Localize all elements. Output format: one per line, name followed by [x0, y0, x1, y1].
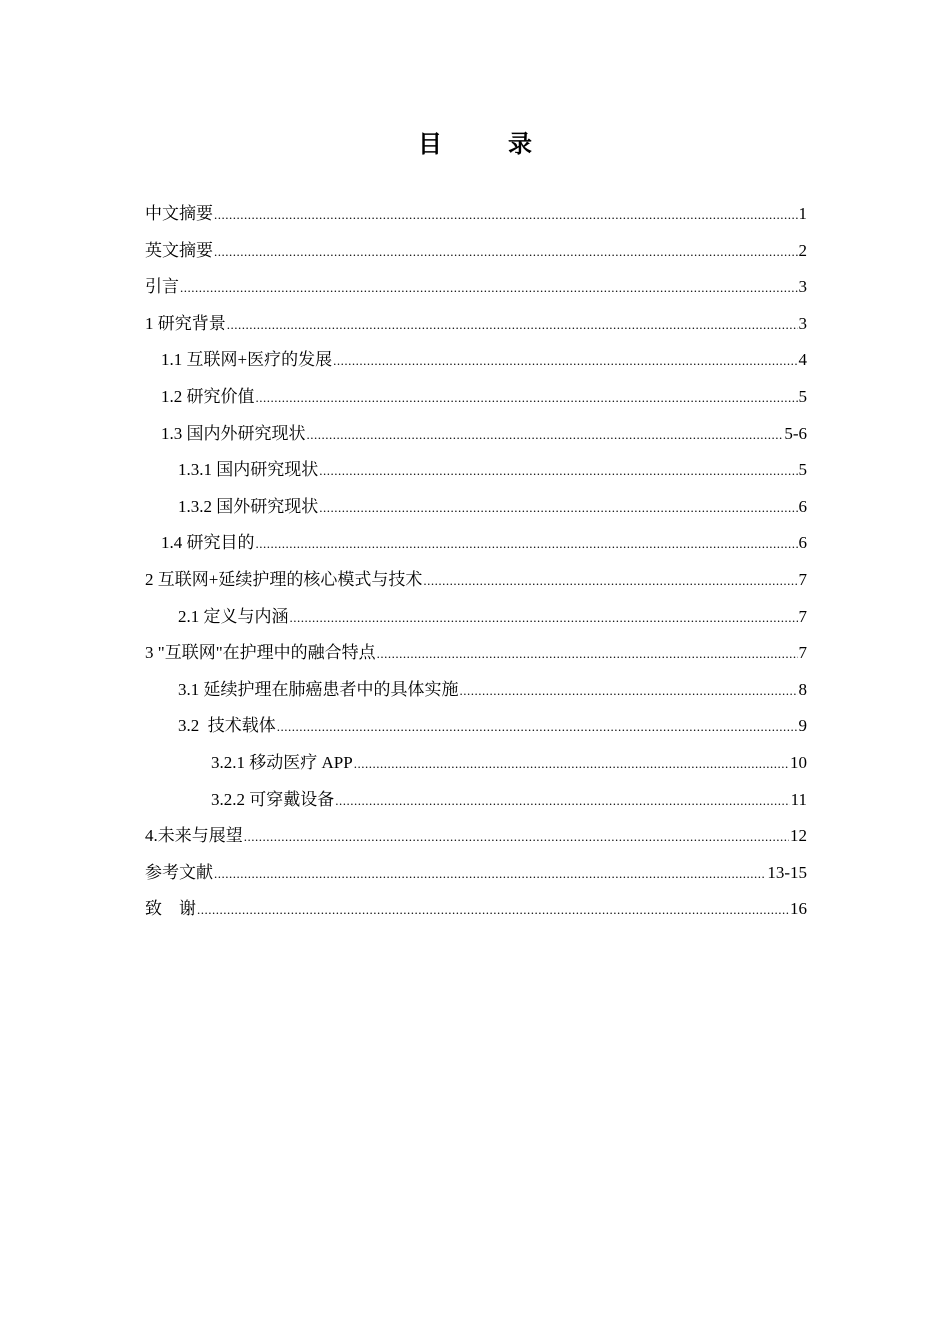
toc-entry-label: 3.2.1 移动医疗 APP — [211, 752, 353, 772]
toc-entry-page: 5 — [798, 386, 807, 406]
toc-entry[interactable] — [145, 602, 807, 639]
toc-entry-label: 3.1 延续护理在肺癌患者中的具体实施 — [178, 679, 459, 699]
toc-leader-dots — [354, 756, 789, 772]
toc-entry[interactable] — [145, 711, 807, 748]
toc-entry-page: 6 — [798, 496, 807, 516]
toc-entry-label: 2.1 定义与内涵 — [178, 606, 289, 626]
toc-leader-dots — [244, 829, 789, 845]
toc-entry-label: 引言 — [145, 277, 179, 297]
toc-entry[interactable] — [145, 272, 807, 309]
toc-entry-label: 1.3 国内外研究现状 — [161, 423, 306, 443]
title-char-1: 目 — [418, 130, 442, 158]
toc-entry[interactable] — [145, 382, 807, 419]
toc-entry[interactable] — [145, 345, 807, 382]
toc-leader-dots — [335, 793, 789, 809]
toc-leader-dots — [319, 463, 797, 479]
toc-entry[interactable] — [145, 894, 807, 931]
toc-entry-label: 1 研究背景 — [145, 313, 226, 333]
toc-entry[interactable] — [145, 199, 807, 236]
toc-leader-dots — [307, 427, 784, 443]
toc-entry-label: 3 "互联网"在护理中的融合特点 — [145, 643, 376, 663]
toc-leader-dots — [460, 683, 798, 699]
toc-entry-label: 2 互联网+延续护理的核心模式与技术 — [145, 569, 423, 589]
toc-entry-page: 6 — [798, 533, 807, 553]
toc-leader-dots — [214, 244, 798, 260]
toc-leader-dots — [256, 390, 798, 406]
toc-entry[interactable] — [145, 492, 807, 529]
toc-entry-page: 16 — [790, 899, 807, 919]
toc-leader-dots — [333, 353, 797, 369]
toc-entry[interactable] — [145, 858, 807, 895]
toc-leader-dots — [227, 317, 798, 333]
toc-entry-page: 7 — [798, 643, 807, 663]
toc-entry-label: 1.1 互联网+医疗的发展 — [161, 350, 333, 370]
toc-entry-label: 英文摘要 — [145, 240, 213, 260]
toc-entry-label: 4.未来与展望 — [145, 826, 243, 846]
toc-leader-dots — [423, 573, 797, 589]
toc-entry-label: 参考文献 — [145, 862, 213, 882]
toc-entry-page: 7 — [798, 569, 807, 589]
page-title — [0, 124, 950, 159]
toc-entry-page: 13-15 — [767, 862, 807, 882]
toc-leader-dots — [214, 866, 766, 882]
toc-entry[interactable] — [145, 565, 807, 602]
toc-entry-page: 5 — [798, 460, 807, 480]
toc-entry[interactable] — [145, 675, 807, 712]
toc-leader-dots — [277, 719, 798, 735]
toc-entry-page: 10 — [790, 752, 807, 772]
toc-entry-label: 3.2.2 可穿戴设备 — [211, 789, 335, 809]
toc-entry-page: 3 — [798, 277, 807, 297]
toc-entry-label: 1.2 研究价值 — [161, 386, 255, 406]
toc-entry[interactable] — [145, 309, 807, 346]
toc-entry[interactable] — [145, 455, 807, 492]
toc-entry-page: 12 — [790, 826, 807, 846]
toc-entry-page: 1 — [798, 204, 807, 223]
toc-entry-label: 1.3.2 国外研究现状 — [178, 496, 319, 516]
toc-leader-dots — [377, 646, 798, 662]
toc-entry-page: 9 — [798, 716, 807, 736]
toc-entry[interactable] — [145, 528, 807, 565]
toc-leader-dots — [214, 207, 798, 223]
title-char-2: 录 — [508, 130, 532, 158]
toc-entry[interactable] — [145, 638, 807, 675]
toc-entry[interactable] — [145, 748, 807, 785]
toc-entry[interactable] — [145, 821, 807, 858]
toc-entry-label: 1.4 研究目的 — [161, 533, 255, 553]
toc-entry-page: 11 — [790, 789, 807, 809]
toc-entry[interactable] — [145, 419, 807, 456]
toc-entry[interactable] — [145, 785, 807, 822]
toc-leader-dots — [197, 902, 789, 918]
toc-leader-dots — [290, 610, 798, 626]
toc-entry-page: 3 — [798, 313, 807, 333]
toc-entry-label: 致 谢 — [145, 899, 196, 919]
toc-entry-label: 3.2 技术载体 — [178, 716, 276, 736]
toc-leader-dots — [256, 536, 798, 552]
toc-entry-page: 7 — [798, 606, 807, 626]
toc-entry-label: 中文摘要 — [145, 204, 213, 223]
toc-entry-page: 4 — [798, 350, 807, 370]
table-of-contents — [145, 199, 807, 931]
toc-leader-dots — [319, 500, 797, 516]
toc-entry-label: 1.3.1 国内研究现状 — [178, 460, 319, 480]
toc-entry-page: 2 — [798, 240, 807, 260]
toc-leader-dots — [180, 280, 798, 296]
toc-entry-page: 5-6 — [784, 423, 807, 443]
toc-entry[interactable] — [145, 236, 807, 273]
toc-entry-page: 8 — [798, 679, 807, 699]
